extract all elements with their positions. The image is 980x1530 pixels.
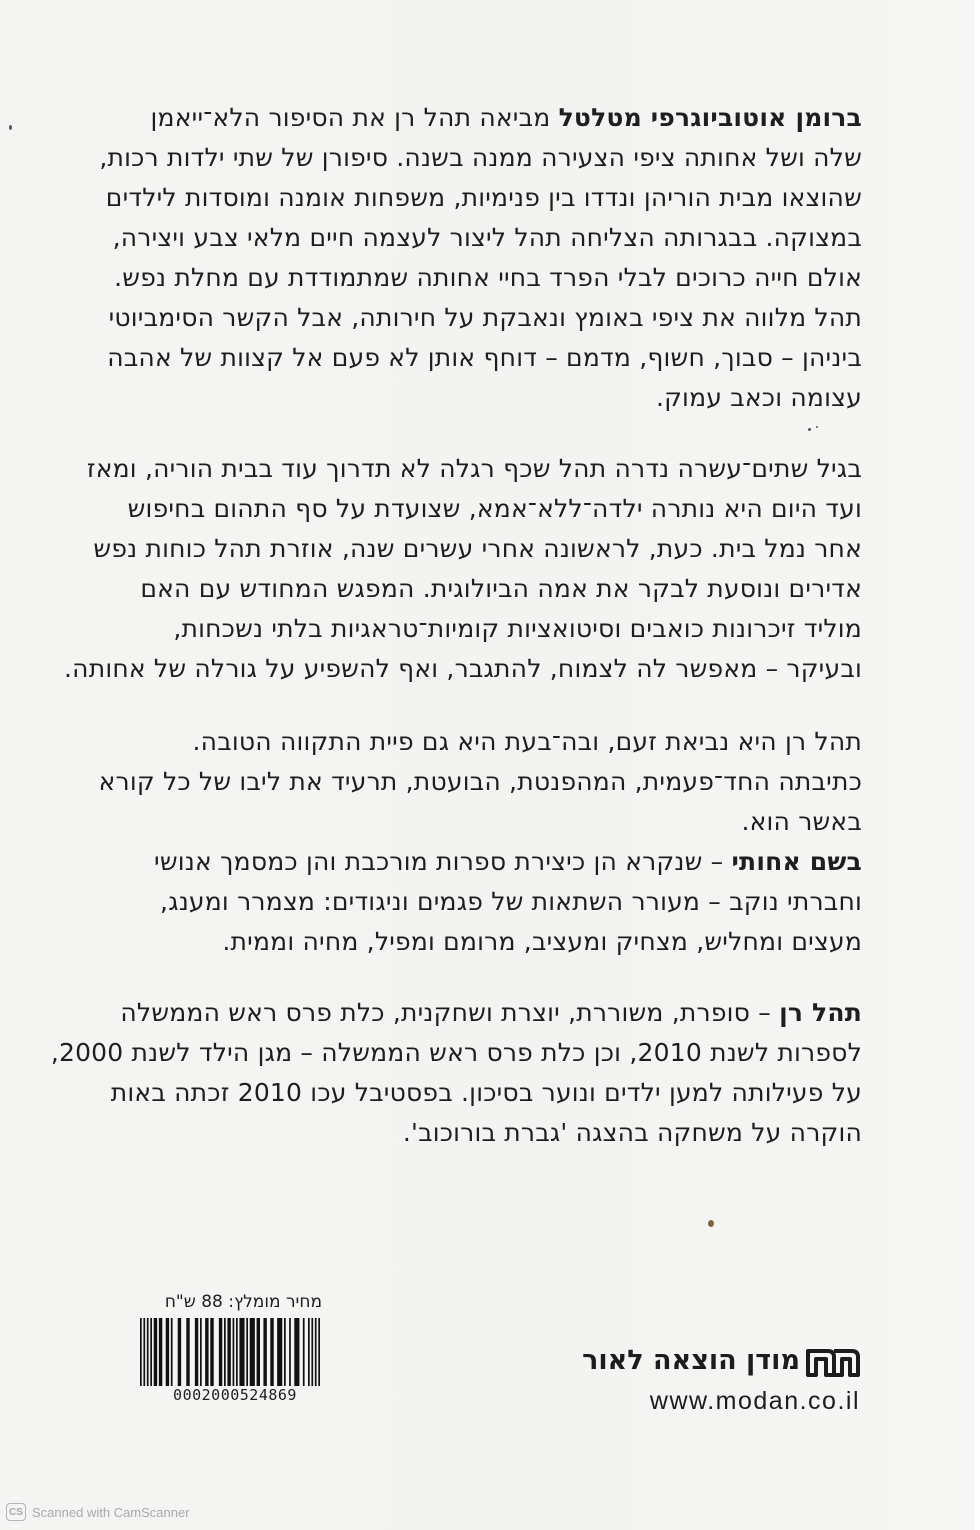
barcode-bar <box>246 1318 248 1386</box>
barcode-bar <box>289 1318 291 1386</box>
line-text: עצומה וכאב עמוק. <box>655 383 862 412</box>
line-text: בגיל שתים־עשרה נדרה תהל שכף רגלה לא תדרוך עוד בבית הוריה, ומאז <box>86 454 862 483</box>
barcode-bar <box>178 1318 181 1386</box>
modan-logo-icon <box>804 1347 860 1379</box>
barcode-bar <box>171 1318 173 1386</box>
barcode-bar <box>270 1318 273 1386</box>
text-line <box>86 449 862 489</box>
line-text: מעצים ומחליש, מצחיק ומעציב, מרומם ומפיל, מחיה וממית. <box>222 927 862 956</box>
blurb-paragraph-3 <box>98 722 862 962</box>
barcode-bar <box>263 1318 266 1386</box>
barcode-bar <box>200 1318 202 1386</box>
bold-phrase: ברומן אוטוביוגרפי מטלטל <box>558 103 862 132</box>
text-line <box>110 1073 862 1113</box>
text-line <box>107 338 862 378</box>
line-text: תהל רן היא נביאת זעם, ובה־בעת היא גם פיית התקווה הטובה. <box>192 727 862 756</box>
camscanner-icon: CS <box>6 1503 26 1521</box>
text-line <box>98 762 862 802</box>
bold-phrase: תהל רן <box>779 998 862 1027</box>
barcode-bar <box>239 1318 244 1386</box>
barcode-bar <box>311 1318 313 1386</box>
publisher-url[interactable]: www.modan.co.il <box>649 1387 860 1415</box>
line-text: וחברתי נוקב – מעורר השתאות של פגמים וניגודים: מצמרר ומענג, <box>160 887 862 916</box>
barcode <box>140 1318 320 1386</box>
watermark-text: Scanned with CamScanner <box>32 1504 190 1520</box>
text-line <box>114 258 862 298</box>
page-edge <box>974 0 980 1530</box>
barcode-bar <box>219 1318 222 1386</box>
camscanner-watermark <box>6 1502 190 1522</box>
publisher-name: מודן הוצאה לאור <box>582 1345 800 1376</box>
line-text: – שנקרא הן כיצירת ספרות מורכבת והן כמסמך אנושי <box>154 847 732 876</box>
text-line <box>162 882 862 922</box>
blurb-paragraph-2 <box>64 449 862 689</box>
line-text: אולם חייה כרוכים לבלי הפרד בחיי אחותה שמתמודדת עם מחלת נפש. <box>114 263 862 292</box>
text-line <box>150 98 862 138</box>
dust-speck <box>816 426 818 428</box>
text-line <box>162 722 862 762</box>
text-line <box>50 1033 862 1073</box>
barcode-bar <box>205 1318 208 1386</box>
dust-speck <box>808 428 811 431</box>
dust-speck <box>708 1220 714 1227</box>
barcode-bar <box>233 1318 235 1386</box>
line-text: שלה ושל אחותה ציפי הצעירה ממנה בשנה. סיפורן של שתי ילדות רכות, <box>99 143 862 172</box>
line-text: במצוקה. בבגרותה הצליחה תהל ליצור לעצמה חיים מלאי צבע ויצירה, <box>112 223 862 252</box>
barcode-bar <box>140 1318 142 1386</box>
line-text: ובעיקר – מאפשר לה לצמוח, להתגבר, ואף להשפיע על גורלה של אחותה. <box>64 654 862 683</box>
publisher-imprint <box>580 1345 860 1425</box>
text-line <box>154 842 862 882</box>
barcode-bar <box>154 1318 157 1386</box>
text-line <box>162 802 862 842</box>
text-line <box>162 922 862 962</box>
text-line <box>120 993 862 1033</box>
text-line <box>162 378 862 418</box>
text-line <box>108 298 862 338</box>
text-line <box>162 1113 862 1153</box>
blurb-paragraph-1 <box>99 98 862 418</box>
line-text: הוקרה על משחקה בהצגה 'גברת בורוכוב'. <box>402 1118 862 1147</box>
recommended-price: מחיר מומלץ: 88 ש"ח <box>164 1292 322 1312</box>
text-line <box>105 178 862 218</box>
barcode-bar <box>284 1318 286 1386</box>
text-line <box>93 529 862 569</box>
barcode-bar <box>257 1318 260 1386</box>
text-line <box>99 138 862 178</box>
barcode-bar <box>236 1318 238 1386</box>
text-line <box>64 649 862 689</box>
bold-phrase: בשם אחותי <box>731 847 862 876</box>
barcode-bar <box>143 1318 145 1386</box>
barcode-bar <box>250 1318 255 1386</box>
line-text: לספרות לשנת 2010, וכן כלת פרס ראש הממשלה – מגן הילד לשנת 2000, <box>50 1038 862 1067</box>
line-text: מביאה תהל רן את הסיפור הלא־ייאמן <box>150 103 559 132</box>
text-line <box>112 218 862 258</box>
text-line <box>127 489 862 529</box>
barcode-bar <box>159 1318 162 1386</box>
barcode-bar <box>227 1318 230 1386</box>
line-text: אדירים ונוסעת לבקר את אמה הביולוגית. המפגש המחודש עם האם <box>140 574 862 603</box>
barcode-bar <box>224 1318 226 1386</box>
barcode-bar <box>186 1318 189 1386</box>
barcode-bar <box>150 1318 152 1386</box>
barcode-bar <box>318 1318 320 1386</box>
barcode-bar <box>277 1318 282 1386</box>
text-line <box>162 609 862 649</box>
line-text: ועד היום היא נותרה ילדה־ללא־אמא, שצועדת על סף התהום בחיפוש <box>127 494 862 523</box>
dust-speck <box>9 125 12 130</box>
line-text: תהל מלווה את ציפי באומץ ונאבקת על חירותה, אבל הקשר הסימביוטי <box>108 303 862 332</box>
text-line <box>140 569 862 609</box>
line-text: אחר נמל בית. כעת, לראשונה אחרי עשרים שנה, אוזרת תהל כוחות נפש <box>93 534 862 563</box>
barcode-bar <box>308 1318 310 1386</box>
line-text: שהוצאו מבית הוריהן ונדדו בין פנימיות, משפחות אומנה ומוסדות לילדים <box>105 183 862 212</box>
line-text: באשר הוא. <box>741 807 862 836</box>
barcode-number: 0002000524869 <box>173 1386 297 1404</box>
line-text: על פעילותה למען ילדים ונוער בסיכון. בפסטיבל עכו 2010 זכתה באות <box>110 1078 862 1107</box>
line-text: ביניהן – סבוך, חשוף, מדמם – דוחף אותן לא פעם אל קצוות של אהבה <box>107 343 862 372</box>
barcode-bar <box>315 1318 317 1386</box>
barcode-bar <box>195 1318 198 1386</box>
barcode-bar <box>210 1318 213 1386</box>
barcode-bar <box>303 1318 305 1386</box>
barcode-bar <box>166 1318 169 1386</box>
line-text: מוליד זיכרונות כואבים וסיטואציות קומיות־טראגיות בלתי נשכחות, <box>173 614 862 643</box>
barcode-bar <box>294 1318 299 1386</box>
barcode-bar <box>147 1318 149 1386</box>
line-text: – סופרת, משוררת, יוצרת ושחקנית, כלת פרס ראש הממשלה <box>120 998 780 1027</box>
author-bio-paragraph <box>50 993 862 1153</box>
line-text: כתיבתה החד־פעמית, המהפנטת, הבועטת, תרעיד את ליבו של כל קורא <box>98 767 862 796</box>
